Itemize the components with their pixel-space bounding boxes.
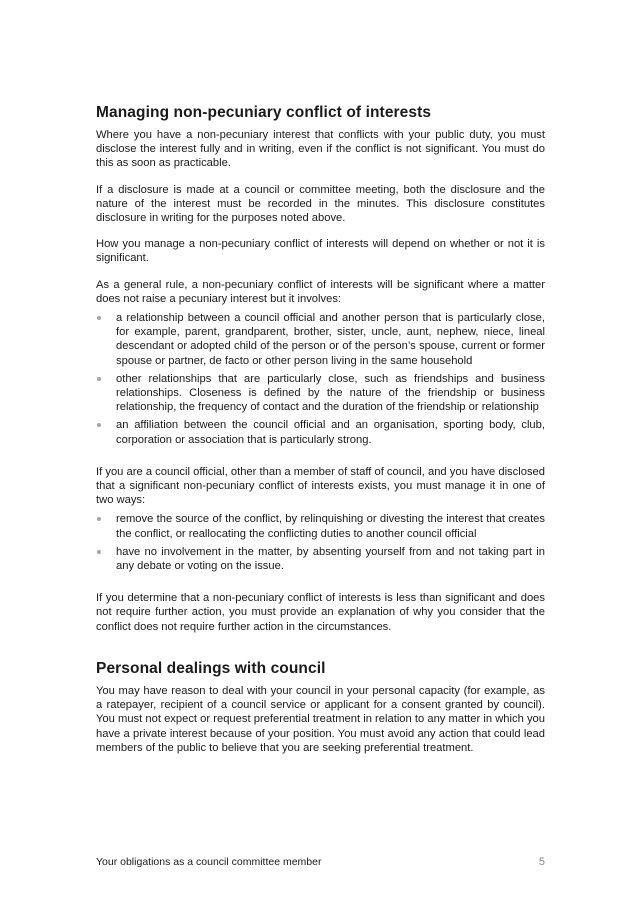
- paragraph: If you are a council official, other than a member of staff of council, and you have disclosed that a significant non-pecuniary conflict of interests exists, you must manage it in one of two ways:: [96, 465, 545, 507]
- list-item-text: have no involvement in the matter, by absenting yourself from and not taking part in any debate or voting on the issue.: [116, 545, 545, 573]
- paragraph: If you determine that a non-pecuniary conflict of interests is less than significant and does not require further action, you must provide an explanation of why you consider that the conflict does not require further action in the circumstances.: [96, 592, 545, 633]
- section-heading: Managing non-pecuniary conflict of interests: [96, 104, 432, 121]
- footer-title: Your obligations as a council committee member: [96, 856, 322, 868]
- list-item-text: a relationship between a council official and another person that is particularly close, for example, parent, grandparent, brother, sister, uncle, aunt, nephew, niece, lineal descendant or adopted child of the person or of the person’s spouse, current or former spouse or partner, de facto or other person living in the same household: [116, 312, 545, 367]
- section-personal-dealings: [96, 660, 545, 755]
- list-item-text: an affiliation between the council official and an organisation, sporting body, club, corporation or association that is particularly strong.: [116, 419, 545, 446]
- bullet-list: [96, 311, 545, 447]
- paragraph: As a general rule, a non-pecuniary conflict of interests will be significant where a matter does not raise a pecuniary interest but it involves:: [96, 278, 545, 305]
- list-item: [96, 311, 545, 368]
- page-number: 5: [538, 856, 545, 868]
- list-item: [96, 372, 545, 415]
- document-body: [96, 104, 545, 767]
- bullet-list: [96, 512, 545, 573]
- section-managing-non-pecuniary: [96, 104, 545, 634]
- paragraph: You may have reason to deal with your council in your personal capacity (for example, as a ratepayer, recipient of a council service or applicant for a consent granted by council). You must not expect or request preferential treatment in relation to any matter in which you have a private interest because of your position. You must avoid any action that could lead members of the public to believe that you are seeking preferential treatment.: [96, 684, 545, 754]
- list-item-text: remove the source of the conflict, by relinquishing or divesting the interest that creates the conflict, or reallocating the conflicting duties to another council official: [116, 513, 545, 540]
- page-footer: [96, 856, 545, 868]
- bullet-icon: [97, 517, 101, 521]
- section-heading: Personal dealings with council: [96, 659, 326, 677]
- paragraph: Where you have a non-pecuniary interest that conflicts with your public duty, you must disclose the interest fully and in writing, even if the conflict is not significant. You must do this as soon as practicable.: [96, 129, 545, 170]
- list-item: [96, 418, 545, 446]
- paragraph: How you manage a non-pecuniary conflict of interests will depend on whether or not it is significant.: [96, 238, 545, 265]
- list-item: [96, 512, 545, 540]
- paragraph: If a disclosure is made at a council or committee meeting, both the disclosure and the nature of the interest must be recorded in the minutes. This disclosure constitutes disclosure in writing for the purposes noted above.: [96, 183, 545, 225]
- list-item-text: other relationships that are particularly close, such as friendships and business relationships. Closeness is defined by the nature of the friendship or business relationship, the frequency of contact and the duration of the friendship or relationship: [116, 372, 545, 414]
- list-item: [96, 545, 545, 573]
- bullet-icon: [97, 316, 101, 320]
- bullet-icon: [97, 550, 101, 554]
- bullet-icon: [97, 423, 101, 427]
- bullet-icon: [97, 377, 101, 381]
